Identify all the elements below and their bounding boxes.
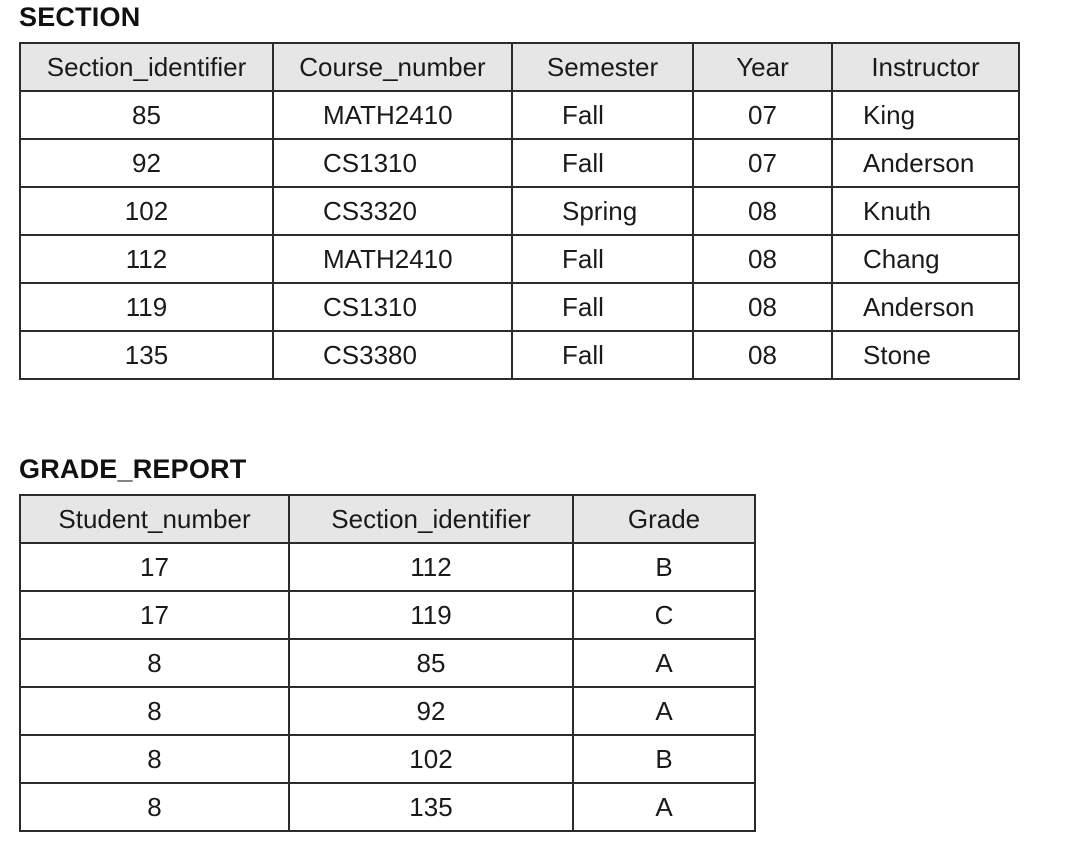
instructor-cell: Stone — [832, 331, 1019, 379]
section-header-row — [20, 43, 1019, 91]
student-number-cell: 8 — [20, 639, 289, 687]
instructor-cell: Anderson — [832, 283, 1019, 331]
semester-cell: Fall — [512, 139, 693, 187]
table-row — [20, 783, 755, 831]
course-number-cell: MATH2410 — [273, 91, 512, 139]
section-identifier-cell: 119 — [20, 283, 273, 331]
year-cell: 08 — [693, 187, 832, 235]
year-cell: 08 — [693, 283, 832, 331]
instructor-cell: Anderson — [832, 139, 1019, 187]
section-identifier-cell: 112 — [289, 543, 573, 591]
table-row — [20, 91, 1019, 139]
semester-cell: Fall — [512, 283, 693, 331]
section-identifier-cell: 85 — [289, 639, 573, 687]
grade-report-table-title: GRADE_REPORT — [19, 454, 247, 484]
section-header-semester: Semester — [512, 43, 693, 91]
section-identifier-cell: 92 — [20, 139, 273, 187]
table-row — [20, 187, 1019, 235]
table-row — [20, 639, 755, 687]
grade-cell: A — [573, 687, 755, 735]
section-identifier-cell: 119 — [289, 591, 573, 639]
section-identifier-cell: 102 — [289, 735, 573, 783]
student-number-cell: 17 — [20, 543, 289, 591]
year-cell: 07 — [693, 91, 832, 139]
section-identifier-cell: 112 — [20, 235, 273, 283]
semester-cell: Fall — [512, 331, 693, 379]
semester-cell: Fall — [512, 235, 693, 283]
section-header-instructor: Instructor — [832, 43, 1019, 91]
course-number-cell: CS1310 — [273, 283, 512, 331]
grade-cell: B — [573, 543, 755, 591]
grade-header-student-number: Student_number — [20, 495, 289, 543]
grade-header-section-identifier: Section_identifier — [289, 495, 573, 543]
section-header-course-number: Course_number — [273, 43, 512, 91]
instructor-cell: Chang — [832, 235, 1019, 283]
section-identifier-cell: 92 — [289, 687, 573, 735]
section-identifier-cell: 135 — [289, 783, 573, 831]
course-number-cell: MATH2410 — [273, 235, 512, 283]
course-number-cell: CS3320 — [273, 187, 512, 235]
section-table-title: SECTION — [19, 2, 141, 32]
table-row — [20, 591, 755, 639]
student-number-cell: 8 — [20, 783, 289, 831]
year-cell: 08 — [693, 331, 832, 379]
section-identifier-cell: 85 — [20, 91, 273, 139]
course-number-cell: CS1310 — [273, 139, 512, 187]
table-row — [20, 283, 1019, 331]
table-row — [20, 139, 1019, 187]
semester-cell: Spring — [512, 187, 693, 235]
student-number-cell: 8 — [20, 735, 289, 783]
grade-cell: A — [573, 639, 755, 687]
grade-cell: A — [573, 783, 755, 831]
grade-cell: B — [573, 735, 755, 783]
year-cell: 07 — [693, 139, 832, 187]
section-table — [19, 42, 1020, 380]
table-row — [20, 543, 755, 591]
course-number-cell: CS3380 — [273, 331, 512, 379]
section-header-year: Year — [693, 43, 832, 91]
grade-header-grade: Grade — [573, 495, 755, 543]
year-cell: 08 — [693, 235, 832, 283]
section-identifier-cell: 135 — [20, 331, 273, 379]
grade-report-header-row — [20, 495, 755, 543]
table-row — [20, 687, 755, 735]
section-header-section-identifier: Section_identifier — [20, 43, 273, 91]
student-number-cell: 17 — [20, 591, 289, 639]
table-row — [20, 735, 755, 783]
instructor-cell: King — [832, 91, 1019, 139]
semester-cell: Fall — [512, 91, 693, 139]
grade-report-table — [19, 494, 756, 832]
table-row — [20, 331, 1019, 379]
grade-cell: C — [573, 591, 755, 639]
student-number-cell: 8 — [20, 687, 289, 735]
instructor-cell: Knuth — [832, 187, 1019, 235]
table-row — [20, 235, 1019, 283]
section-identifier-cell: 102 — [20, 187, 273, 235]
